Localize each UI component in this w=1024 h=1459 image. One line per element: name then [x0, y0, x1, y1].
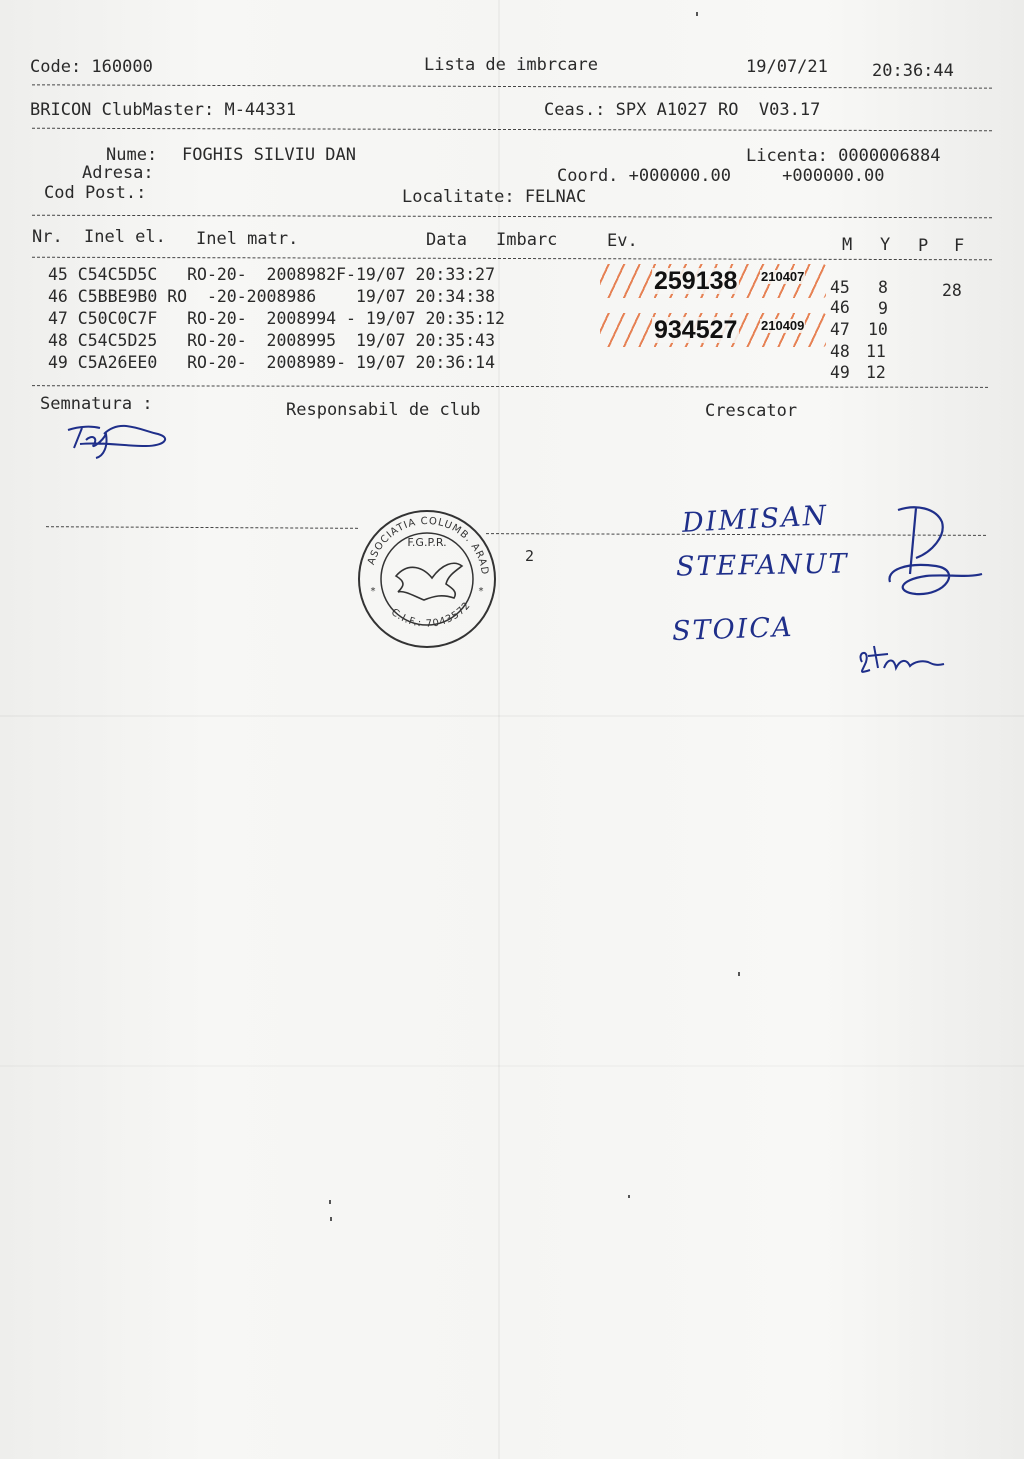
table-cell-m: 48: [830, 342, 850, 361]
code-text: Code: 160000: [30, 57, 153, 77]
table-cell-y: 12: [866, 363, 886, 382]
fold-line: [498, 0, 500, 1459]
svg-text:C.I.F.: 7043572: [389, 600, 473, 630]
print-time: 20:36:44: [872, 61, 954, 81]
signature-label: Semnatura :: [40, 394, 153, 414]
fold-line: [0, 1065, 1024, 1067]
table-cell-y: 10: [868, 320, 888, 339]
bird-emblem-icon: [396, 563, 462, 600]
sticker-code: 210409: [761, 318, 805, 333]
paper-speck: [738, 972, 740, 976]
table-cell-f: 28: [942, 281, 962, 300]
paper-speck: [696, 12, 698, 16]
divider: [32, 128, 992, 132]
stamp-ring-text: ASOCIATIA COLUMB. ARAD: [365, 515, 490, 577]
col-header-f: F: [954, 236, 965, 256]
name-value: FOGHIS SILVIU DAN: [182, 145, 356, 165]
club-stamp: [354, 506, 500, 652]
signature-mark: [876, 500, 996, 610]
table-row: 45 C54C5D5C RO-20- 2008982F-19/07 20:33:27: [48, 265, 496, 284]
col-header-inel-matr: Inel matr.: [196, 229, 299, 249]
handwritten-name: STOICA: [671, 611, 794, 648]
col-header-inel-el: Inel el.: [84, 227, 166, 247]
col-header-imbarc: Imbarc: [496, 230, 558, 250]
breeder-label: Crescator: [705, 401, 798, 421]
locality-text: Localitate: FELNAC: [402, 187, 587, 207]
sticker-code: 210407: [761, 269, 805, 284]
table-cell-y: 8: [878, 278, 888, 297]
table-cell-y: 9: [878, 299, 888, 318]
paper-speck: [628, 1195, 630, 1198]
stamp-cif-text: C.I.F.: 7043572: [388, 599, 474, 630]
sticker-number: 259138: [654, 267, 738, 295]
sticker-number: 934527: [654, 316, 738, 344]
page-number: 2: [525, 547, 535, 565]
table-row: 48 C54C5D25 RO-20- 2008995 19/07 20:35:43: [48, 331, 496, 350]
clubmaster-text: BRICON ClubMaster: M-44331: [30, 100, 297, 120]
ring-sticker: [600, 264, 826, 298]
table-row: 49 C5A26EE0 RO-20- 2008989- 19/07 20:36:14: [48, 353, 496, 372]
col-header-data: Data: [426, 230, 467, 250]
address-label: Adresa:: [82, 163, 154, 183]
name-label: Nume:: [106, 145, 158, 165]
club-responsible-label: Responsabil de club: [286, 400, 481, 420]
licence-text: Licenta: 0000006884: [746, 146, 941, 166]
list-title: Lista de imbrcare: [424, 55, 598, 75]
table-cell-m: 45: [830, 278, 850, 297]
signature-mark: [852, 640, 952, 680]
coord-text: Coord. +000000.00 +000000.00: [557, 166, 885, 186]
divider: [32, 84, 992, 88]
col-header-nr: Nr.: [32, 227, 63, 247]
col-header-ev: Ev.: [607, 231, 638, 251]
table-row: 47 C50C0C7F RO-20- 2008994 - 19/07 20:35:12: [48, 309, 505, 328]
table-cell-m: 46: [830, 298, 850, 317]
table-cell-m: 47: [830, 320, 850, 339]
table-cell-m: 49: [830, 363, 850, 382]
handwritten-name: DIMISAN: [681, 500, 829, 539]
fold-line: [0, 715, 1024, 717]
handwritten-name: STEFANUT: [675, 548, 849, 583]
signature-mark: [60, 412, 180, 462]
col-header-m: M: [842, 235, 853, 255]
stamp-inner-text: F.G.P.R.: [407, 536, 447, 549]
divider: [46, 526, 358, 529]
paper-speck: [329, 1200, 331, 1204]
print-date: 19/07/21: [746, 57, 828, 77]
star-icon: *: [370, 586, 377, 597]
postcode-label: Cod Post.:: [44, 183, 147, 203]
ring-sticker: [600, 313, 826, 347]
divider: [32, 257, 992, 261]
clock-text: Ceas.: SPX A1027 RO V03.17: [544, 100, 821, 120]
paper-speck: [330, 1217, 332, 1221]
table-row: 46 C5BBE9B0 RO -20-2008986 19/07 20:34:38: [48, 287, 496, 306]
divider: [32, 215, 992, 219]
star-icon: *: [478, 586, 485, 597]
col-header-y: Y: [880, 235, 891, 255]
divider: [32, 385, 988, 388]
col-header-p: P: [918, 236, 929, 256]
table-cell-y: 11: [866, 342, 886, 361]
